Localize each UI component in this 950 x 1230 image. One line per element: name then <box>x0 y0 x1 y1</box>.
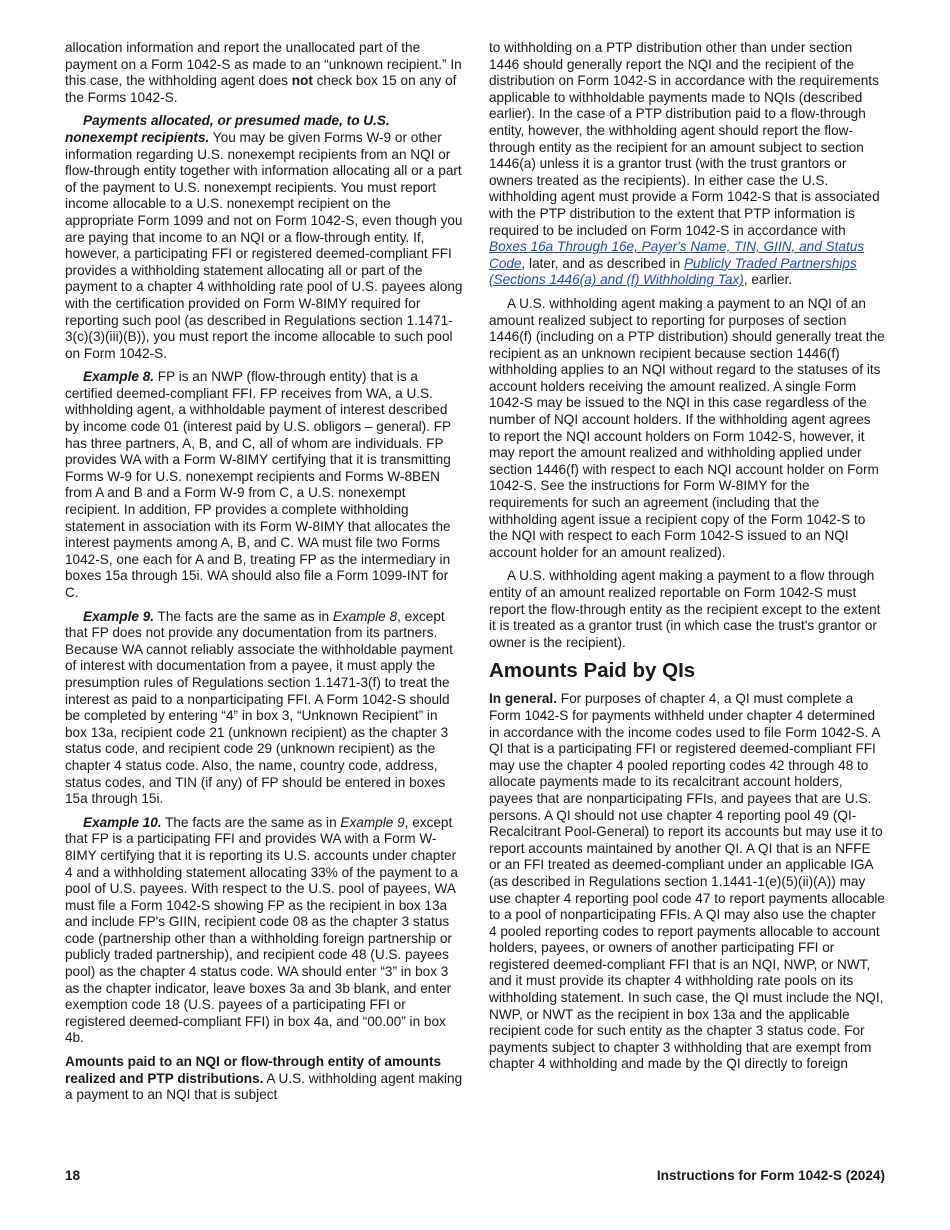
text: , except that FP does not provide any documentation from its partners. Because WA cannot reliably associate the withholdable payment of interest with documentation from a payee, it must apply the presumption rules of Regulations section 1.1471-3(f) to treat the interest as paid to a nonparticipating FFI. A Form 1042-S should be completed by entering “4” in box 3, “Unknown Recipient” in box 13a, recipient code 21 (unknown recipient) as the chapter 3 status code, and recipient code 29 (unknown recipient) as the chapter 4 status code. Also, the name, country code, address, status codes, and TIN (if any) of FP should be entered in boxes 15a through 15i. <box>65 608 453 807</box>
italic-ref: Example 9 <box>340 814 405 830</box>
paragraph: A U.S. withholding agent making a payment to an NQI of an amount realized subject to reporting for purposes of section 1446(f) (including on a PTP distribution) should generally treat the recipient as an unknown recipient because section 1446(f) withholding applies to an NQI without regard to the statuses of its account holders receiving the amount realized. A single Form 1042-S may be issued to the NQI in this case regardless of the number of NQI account holders. If the withholding agent agrees to report the NQI account holders on Form 1042-S, however, it may report the amount realized and withholding applied under section 1446(f) with respect to each NQI account holder on Form 1042-S. See the instructions for Form W-8IMY for the requirements for such an agreement (including that the withholding agent issue a recipient copy of the Form 1042-S to the NQI with respect to each Form 1042-S issued to an NQI account holder for an amount realized). <box>489 295 885 560</box>
paragraph <box>65 1054 463 1104</box>
example-9 <box>65 609 463 808</box>
boxes-16a-16e-link[interactable]: Boxes 16a Through 16e, Payer's Name, TIN, GIIN, and Status Code <box>489 239 865 271</box>
example-10 <box>65 815 463 1047</box>
run-in-heading: In general. <box>489 691 557 707</box>
text: A U.S. withholding agent making a payment to an NQI that is subject <box>65 1070 463 1103</box>
text: , later, and as described in <box>521 255 684 271</box>
text: The facts are the same as in <box>161 814 341 830</box>
example-8 <box>65 369 463 601</box>
text: The facts are the same as in <box>154 608 333 624</box>
text: , except that FP is a participating FFI and provides WA with a Form W-8IMY certifying that it is reporting its U.S. accounts under chapter 4 and a withholding statement allocating 33% of the payment to a pool of U.S. payees. With respect to the U.S. pool of payees, WA must file a Form 1042-S showing FP as the recipient in box 13a and include FP's GIIN, recipient code 08 as the chapter 3 status code (partnership other than a withholding foreign partnership or publicly traded partnership), and recipient code 48 (U.S. payees pool) as the chapter 4 status code. WA should enter “3” in box 3 as the chapter indicator, leave boxes 3a and 3b blank, and enter exemption code 18 (U.S. payees of a participating FFI or registered deemed-compliant FFI) in box 4a, and “00.00” in box 4b. <box>65 814 458 1046</box>
page-number: 18 <box>65 1168 81 1183</box>
section-heading: Amounts Paid by QIs <box>489 659 696 683</box>
emphasis: not <box>291 73 313 89</box>
run-in-heading: Payments allocated, or presumed made, to U.S. nonexempt recipients. <box>65 113 390 145</box>
paragraph <box>489 40 885 289</box>
text: , earlier. <box>743 272 793 288</box>
run-in-heading: Example 8. <box>83 369 155 385</box>
run-in-heading: Amounts paid to an NQI or flow-through entity of amounts realized and PTP distributions. <box>65 1054 442 1086</box>
paragraph <box>489 691 885 1073</box>
paragraph <box>65 40 463 106</box>
footer-form-title: Instructions for Form 1042-S (2024) <box>656 1168 885 1183</box>
text: allocation information and report the unallocated part of the payment on a Form 1042-S as made to an “unknown recipient.” In this case, the withholding agent does <box>65 40 462 89</box>
paragraph <box>65 113 463 362</box>
run-in-heading: Example 9. <box>83 608 155 624</box>
text: FP is an NWP (flow-through entity) that is a certified deemed-compliant FFI. FP receives from WA, a U.S. withholding agent, a withholdable payment of interest described by income code 01 (interest paid by U.S. obligors – general). FP has three partners, A, B, and C, all of whom are individuals. FP provides WA with a Form W-8IMY certifying that it is transmitting Forms W-9 for U.S. nonexempt recipients and Forms W-8BEN from A and B and a Form W-9 from C, a U.S. nonexempt recipient. In addition, FP provides a complete withholding statement in association with its Form W-8IMY that allocates the interest payments among A, B, and C. WA must file two Forms 1042-S, one each for A and B, treating FP as the intermediary in boxes 15a through 15i. WA should also file a Form 1099-INT for C. <box>65 369 451 600</box>
paragraph: A U.S. withholding agent making a payment to a flow through entity of an amount realized reportable on Form 1042-S must report the flow-through entity as the recipient except to the extent it is treated as a grantor trust (in which case the trust's grantor or owner is the recipient). <box>489 568 881 650</box>
left-column <box>65 40 463 1111</box>
text: For purposes of chapter 4, a QI must complete a Form 1042-S for payments withheld under chapter 4 determined in accordance with the income codes used to file Form 1042-S. A QI that is a participating FFI or registered deemed-compliant FFI may use the chapter 4 pooled reporting codes 42 through 48 to allocate payments made to its recalcitrant account holders, payees that are nonparticipating FFIs, and payees that are U.S. persons. A QI should not use chapter 4 reporting pool 49 (QI- Recalcitrant Pool-General) to report its accounts but may use it to report accounts maintained by another QI. A QI that is an NFFE or an FFI treated as deemed-compliant under an applicable IGA (as described in Regulations section 1.1441-1(e)(5)(ii)(A)) may use chapter 4 reporting pool code 47 to report payments allocable to a pool of nonparticipating FFIs. A QI may also use the chapter 4 pooled reporting codes to report payments allocable to account holders, payees, or owners of another participating FFI or registered deemed-compliant FFI that is an NQI, NWP, or NWT, and it must provide its chapter 4 withholding rate pools on its withholding statement. In such case, the QI must include the NQI, NWP, or NWT as the recipient in box 13a and the applicable recipient code for such entity as the chapter 3 status code. For payments subject to chapter 3 withholding that are exempt from chapter 4 withholding and made by the QI directly to foreign <box>489 691 885 1072</box>
run-in-heading: Example 10. <box>83 814 162 830</box>
italic-ref: Example 8 <box>332 608 398 624</box>
text: to withholding on a PTP distribution other than under section 1446 should generally report the NQI and the recipient of the distribution on Form 1042-S in accordance with the requirements applicable to withholdable payments made to NQIs (described earlier). In the case of a PTP distribution paid to a flow-through entity, however, the withholding agent should report the flow-through entity as the recipient for an amount subject to section 1446(a) unless it is a grantor trust (with the trust grantors or owners treated as the recipients). In either case the U.S. withholding agent must provide a Form 1042-S that is associated with the PTP distribution to the extent that PTP information is required to be included on Form 1042-S in accordance with <box>489 40 880 238</box>
right-column <box>489 40 885 1080</box>
text: You may be given Forms W-9 or other information regarding U.S. nonexempt recipients from an NQI or flow-through entity together with information allocating all or a part of the payment to U.S. nonexempt recipients. You must report income allocable to a U.S. nonexempt recipient on the appropriate Form 1099 and not on Form 1042-S, even though you are paying that income to an NQI or a flow-through entity. If, however, a participating FFI or registered deemed-compliant FFI provides a withholding statement allocating all or part of the payment to a chapter 4 withholding rate pool of U.S. payees along with the certification provided on Form W-8IMY required for reporting such pool (as described in Regulations section 1.1471-3(c)(3)(iii)(B)), you must report the income allocable to such pool on Form 1042-S. <box>65 129 463 361</box>
ptp-section-link[interactable]: Publicly Traded Partnerships (Sections 1446(a) and (f) Withholding Tax) <box>489 255 857 288</box>
text: check box 15 on any of the Forms 1042-S. <box>65 73 457 105</box>
